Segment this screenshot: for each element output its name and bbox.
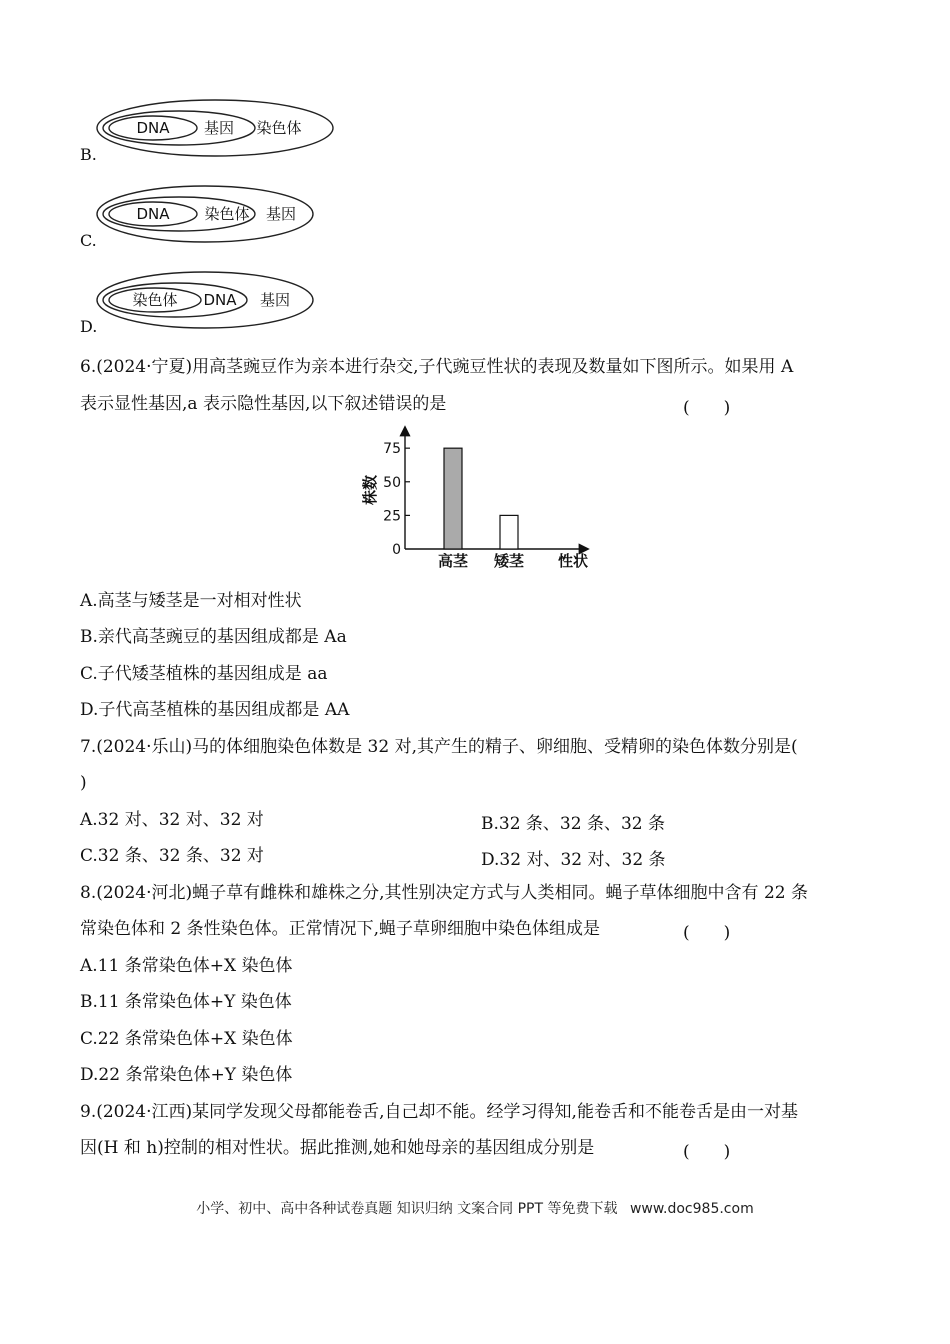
q8-option-b: B.11 条常染色体+Y 染色体 (80, 992, 292, 1012)
q8-answer-paren: ( ) (683, 923, 731, 943)
option-d-label: D. (80, 317, 98, 336)
q7-stem-line1: 7.(2024·乐山)马的体细胞染色体数是 32 对,其产生的精子、卵细胞、受精卵的染色体数分别是( (80, 737, 798, 757)
outer-label: 基因 (259, 291, 291, 309)
q9-answer-paren: ( ) (683, 1142, 731, 1162)
q8-stem-line2: 常染色体和 2 条性染色体。正常情况下,蝇子草卵细胞中染色体组成是 (80, 919, 601, 939)
y-tick-label: 0 (392, 542, 401, 558)
q8-option-d: D.22 条常染色体+Y 染色体 (80, 1065, 293, 1085)
middle-label: 基因 (203, 119, 235, 137)
inner-label: DNA (136, 119, 170, 137)
q6-option-c: C.子代矮茎植株的基因组成是 aa (80, 664, 328, 684)
q6-option-b: B.亲代高茎豌豆的基因组成都是 Aa (80, 627, 347, 647)
q8-option-a: A.11 条常染色体+X 染色体 (80, 956, 293, 976)
q9-stem-line2: 因(H 和 h)控制的相对性状。据此推测,她和她母亲的基因组成分别是 (80, 1138, 595, 1158)
q6-stem-line1: 6.(2024·宁夏)用高茎豌豆作为亲本进行杂交,子代豌豆性状的表现及数量如下图所示。如果用 A (80, 357, 794, 377)
y-tick-label: 50 (383, 474, 401, 491)
y-tick-label: 25 (383, 508, 401, 525)
middle-label: 染色体 (204, 205, 250, 223)
option-b-label: B. (80, 145, 97, 164)
footer-text: 小学、初中、高中各种试卷真题 知识归纳 文案合同 PPT 等免费下载 (196, 1201, 618, 1217)
q7-option-c: C.32 条、32 条、32 对 (80, 846, 264, 866)
inner-label: DNA (136, 205, 170, 223)
q7-option-a: A.32 对、32 对、32 对 (80, 810, 264, 830)
page-footer (0, 1198, 950, 1218)
q9-stem-line1: 9.(2024·江西)某同学发现父母都能卷舌,自己却不能。经学习得知,能卷舌和不能卷舌是由一对基 (80, 1102, 798, 1122)
y-tick-label: 75 (383, 441, 401, 458)
q8-option-c: C.22 条常染色体+X 染色体 (80, 1029, 293, 1049)
middle-label: DNA (203, 291, 237, 309)
chart-svg (355, 420, 605, 575)
q6-bar-chart (355, 420, 605, 580)
option-c-label: C. (80, 231, 97, 250)
q8-stem-line1: 8.(2024·河北)蝇子草有雌株和雄株之分,其性别决定方式与人类相同。蝇子草体细胞中含有 22 条 (80, 883, 808, 903)
footer-url[interactable]: www.doc985.com (629, 1201, 754, 1217)
diagram-option-b (95, 98, 335, 163)
q6-option-d: D.子代高茎植株的基因组成都是 AA (80, 700, 350, 720)
bar-short (500, 515, 518, 549)
inner-label: 染色体 (132, 291, 178, 309)
q6-stem-line2: 表示显性基因,a 表示隐性基因,以下叙述错误的是 (80, 394, 447, 414)
outer-label: 基因 (265, 205, 297, 223)
y-axis-label: 株数 (361, 474, 379, 506)
diagram-option-c (95, 184, 335, 249)
diagram-option-d (95, 270, 335, 335)
q6-answer-paren: ( ) (683, 398, 731, 418)
outer-label: 染色体 (256, 119, 302, 137)
bar-tall (444, 448, 462, 549)
x-category-label: 矮茎 (493, 552, 525, 570)
q7-option-b: B.32 条、32 条、32 条 (481, 814, 666, 834)
q6-option-a: A.高茎与矮茎是一对相对性状 (80, 591, 302, 611)
x-axis-label: 性状 (557, 552, 589, 570)
q7-stem-line2: ) (80, 773, 87, 793)
x-category-label: 高茎 (437, 552, 469, 570)
q7-option-d: D.32 对、32 对、32 条 (481, 850, 666, 870)
